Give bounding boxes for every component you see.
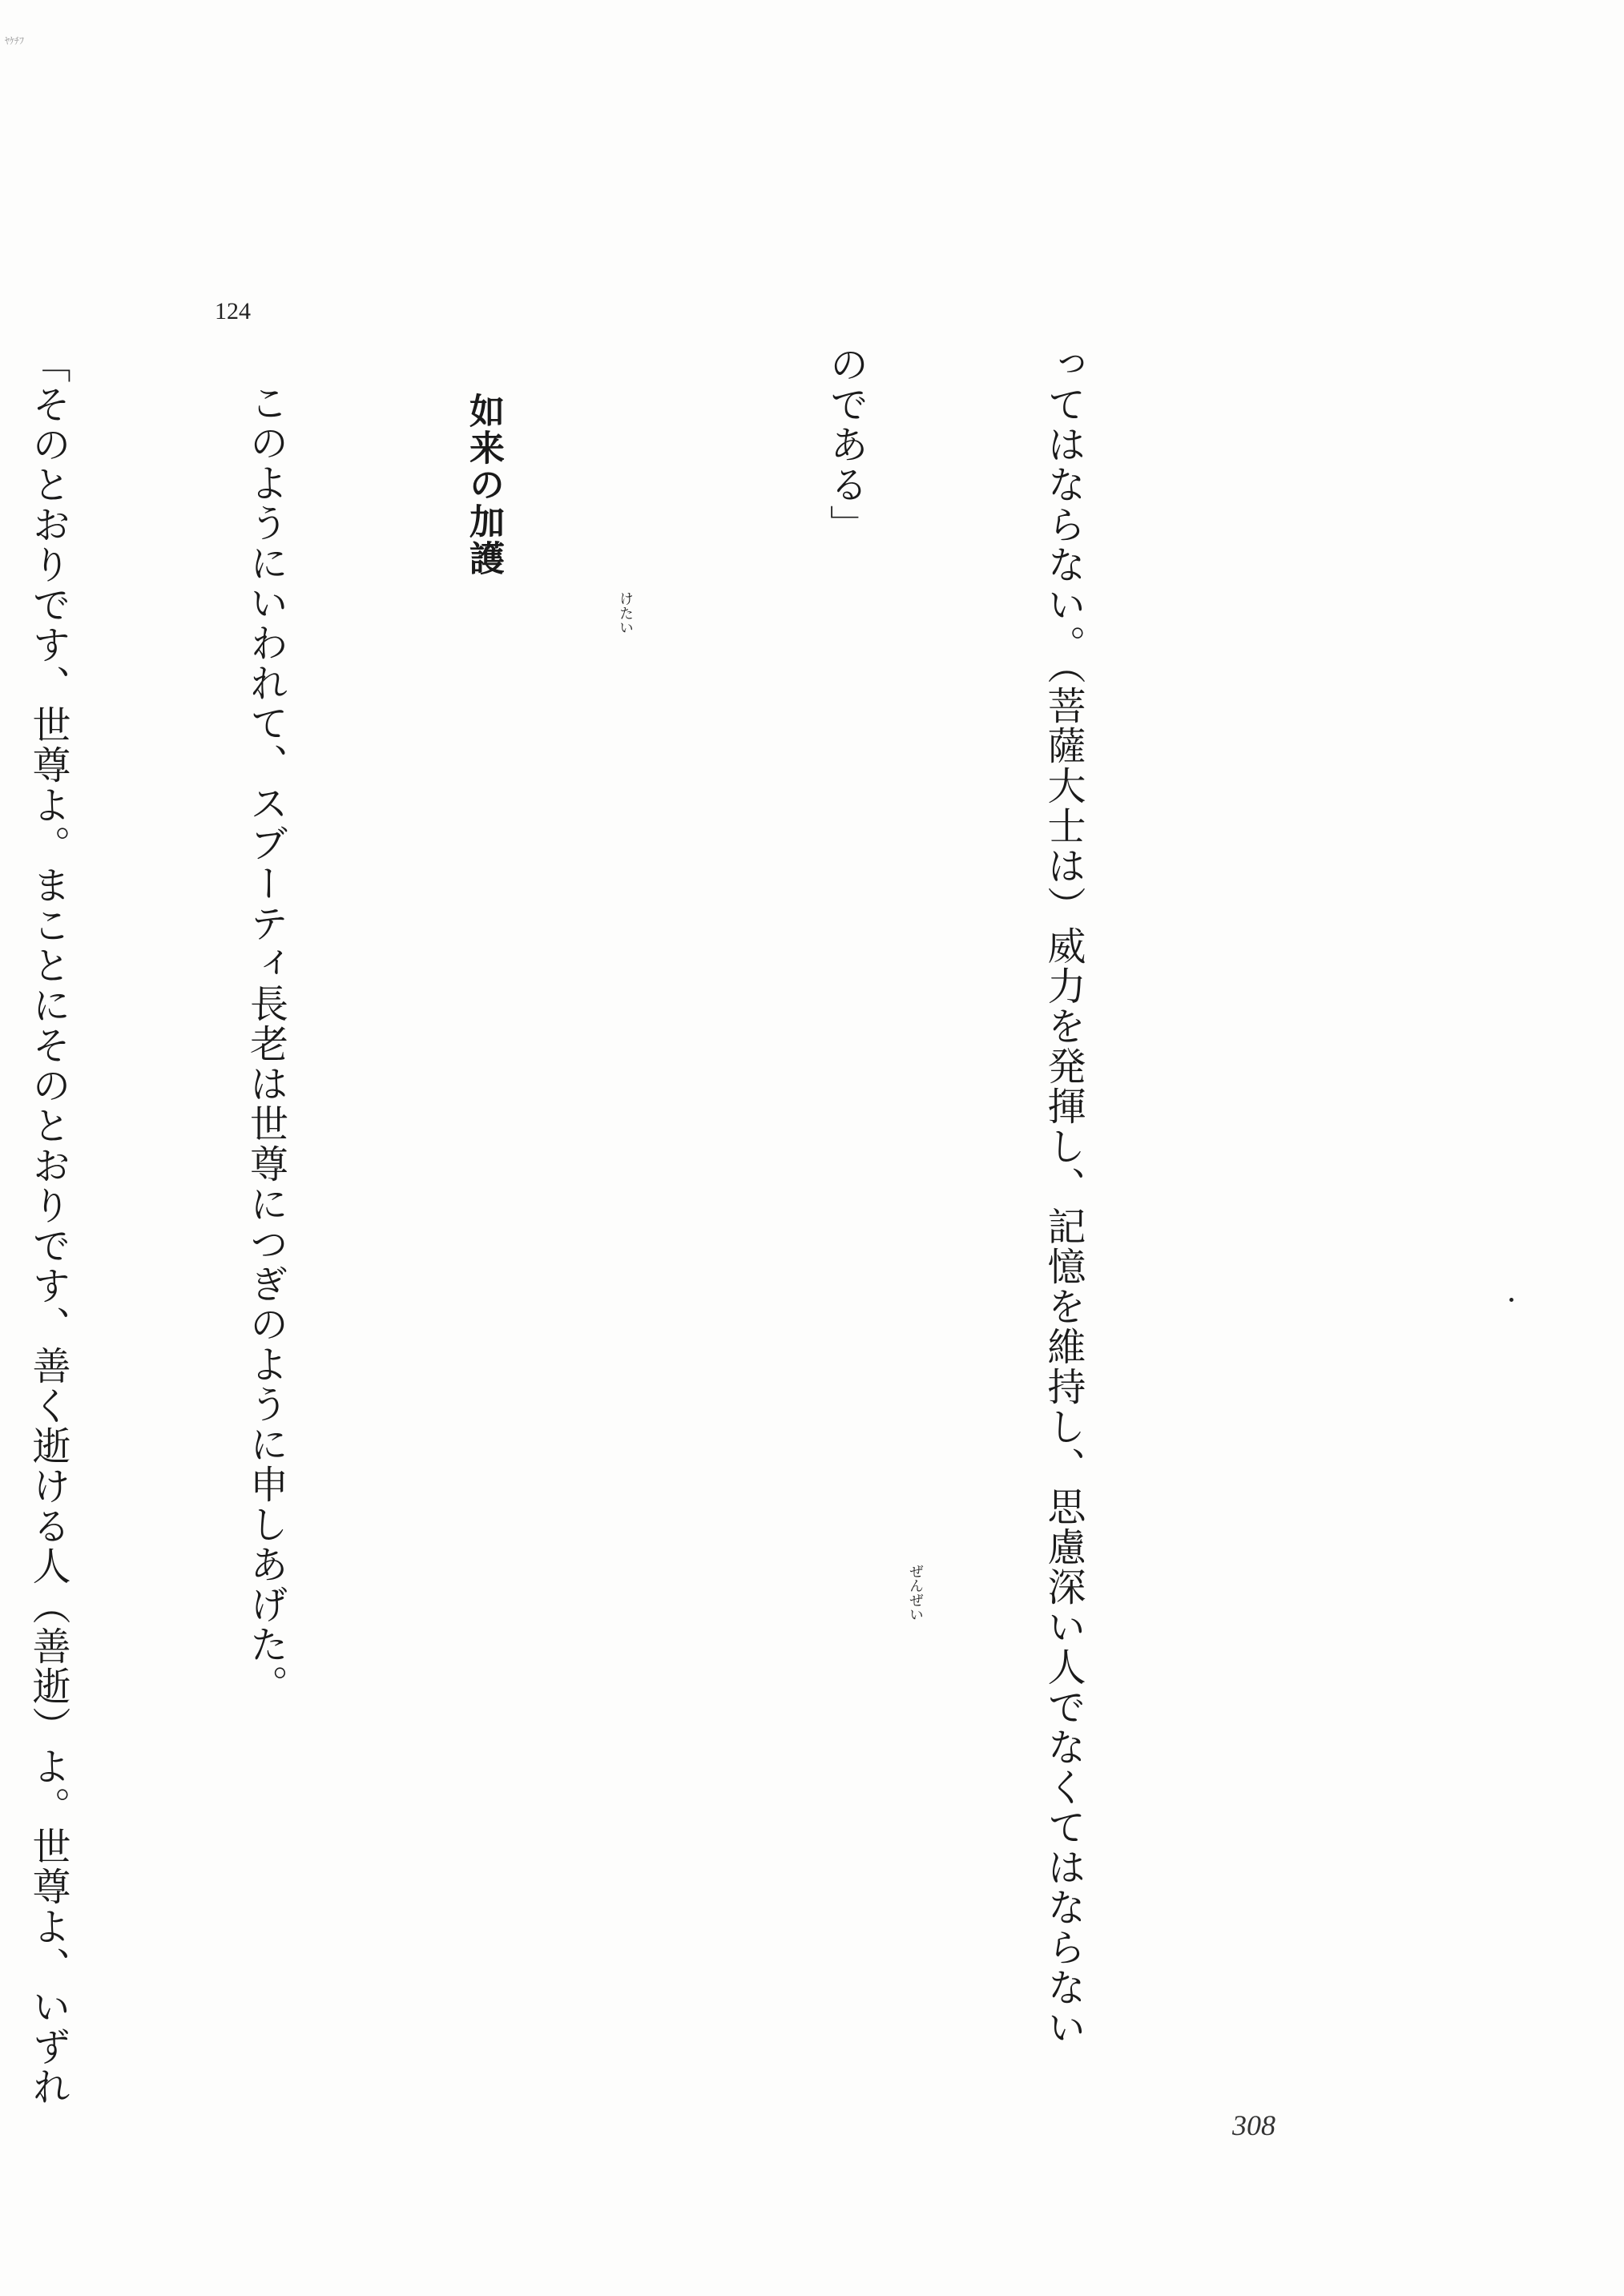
- page-number-right: 308: [1232, 2109, 1275, 2141]
- vertical-text-body: [26, 344, 1244, 2107]
- scan-speck: [1509, 1298, 1513, 1302]
- scan-artifact-mark: ﾔｹﾁﾌ: [5, 35, 25, 46]
- text-column-2: のである」: [823, 344, 868, 545]
- ruby-zenzei: ぜんぜい: [907, 1564, 924, 1621]
- text-column-5: このようにいわれて、スブーティ長老は世尊につぎのように申しあげた。: [243, 383, 288, 1705]
- ruby-ketai: けたい: [617, 591, 634, 634]
- page-number-left: 124: [215, 298, 251, 324]
- text-column-1: ってはならない。（菩薩大士は）威力を発揮し、記憶を維持し、思慮深い人でなくてはならない: [1041, 344, 1086, 2048]
- section-heading: 如来の加護: [463, 393, 504, 577]
- text-column-6: 「そのとおりです、世尊よ。まことにそのとおりです、善く逝ける人（善逝）よ。世尊よ、いずれ: [26, 344, 71, 2107]
